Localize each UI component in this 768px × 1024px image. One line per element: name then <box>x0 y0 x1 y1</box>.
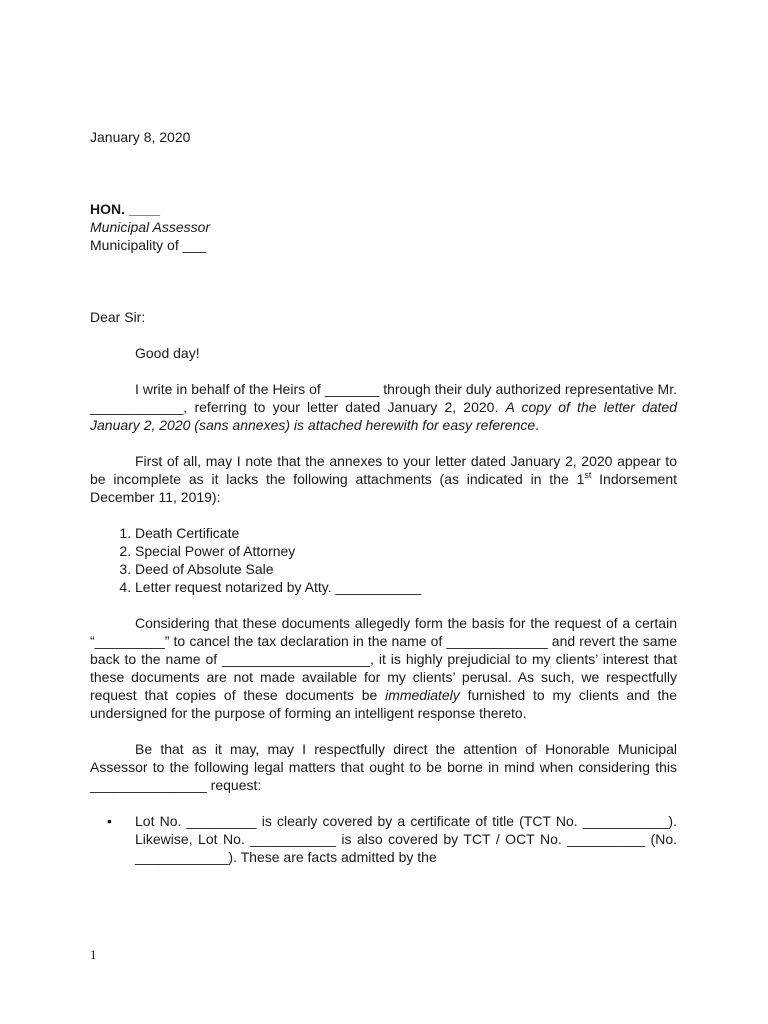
attachments-list <box>90 524 677 596</box>
paragraph-intro-end: . <box>535 417 540 433</box>
letter-body <box>90 128 677 866</box>
list-item <box>107 812 677 866</box>
paragraph-legal-matters: Be that as it may, may I respectfully direct the attention of Honorable Municipal Assessor to the following legal matters that ought to be borne in mind when considering this _______________ request: <box>90 741 677 793</box>
letter-date: January 8, 2020 <box>90 129 191 145</box>
paragraph-intro-italic: A copy of the letter dated January 2, 2020 (sans annexes) is attached herewith for easy reference <box>90 399 677 433</box>
list-item: 1. Death Certificate <box>135 524 677 542</box>
bullet-icon: • <box>107 813 112 829</box>
paragraph-intro <box>90 380 677 434</box>
ordinal-superscript: st <box>584 470 592 480</box>
paragraph-annexes <box>90 452 677 506</box>
paragraph-request-italic: immediately <box>385 687 460 703</box>
addressee-name: HON. ____ <box>90 201 161 217</box>
paragraph-request <box>90 614 677 722</box>
addressee-place: Municipality of ___ <box>90 237 206 253</box>
legal-point-text: Lot No. _________ is clearly covered by a certificate of title (TCT No. ___________). Likewise, Lot No. ___________ is also covered by TCT / OCT No. __________ (No. ____________). These are facts admitted by the <box>135 813 677 865</box>
page-number: 1 <box>90 947 97 962</box>
addressee-title: Municipal Assessor <box>90 219 211 235</box>
greeting: Good day! <box>135 345 200 361</box>
paragraph-annexes-text: First of all, may I note that the annexes to your letter dated January 2, 2020 appear to be incomplete as it lacks the following attachments (as indicated in the 1 <box>90 453 677 487</box>
paragraph-intro-text: I write in behalf of the Heirs of _______ through their duly authorized representative Mr. ____________, referring to your letter dated January 2, 2020. <box>90 381 677 415</box>
legal-points-list <box>90 812 677 866</box>
list-item: 3. Deed of Absolute Sale <box>135 560 677 578</box>
list-item: 4. Letter request notarized by Atty. ___________ <box>135 578 677 596</box>
paragraph-request-end: furnished to my clients and the undersigned for the purpose of forming an intelligent response thereto. <box>90 687 677 721</box>
addressee-block <box>90 200 677 254</box>
list-item: 2. Special Power of Attorney <box>135 542 677 560</box>
salutation: Dear Sir: <box>90 309 146 325</box>
paragraph-request-text: Considering that these documents allegedly form the basis for the request of a certain “_________” to cancel the tax declaration in the name of _____________ and revert the same back to the name of ___________________, it is highly prejudicial to my clients’ interest that these documents are not made available for my clients’ perusal. As such, we respectfully request that copies of these documents be <box>90 615 677 703</box>
paragraph-annexes-end: Indorsement December 11, 2019): <box>90 471 677 505</box>
